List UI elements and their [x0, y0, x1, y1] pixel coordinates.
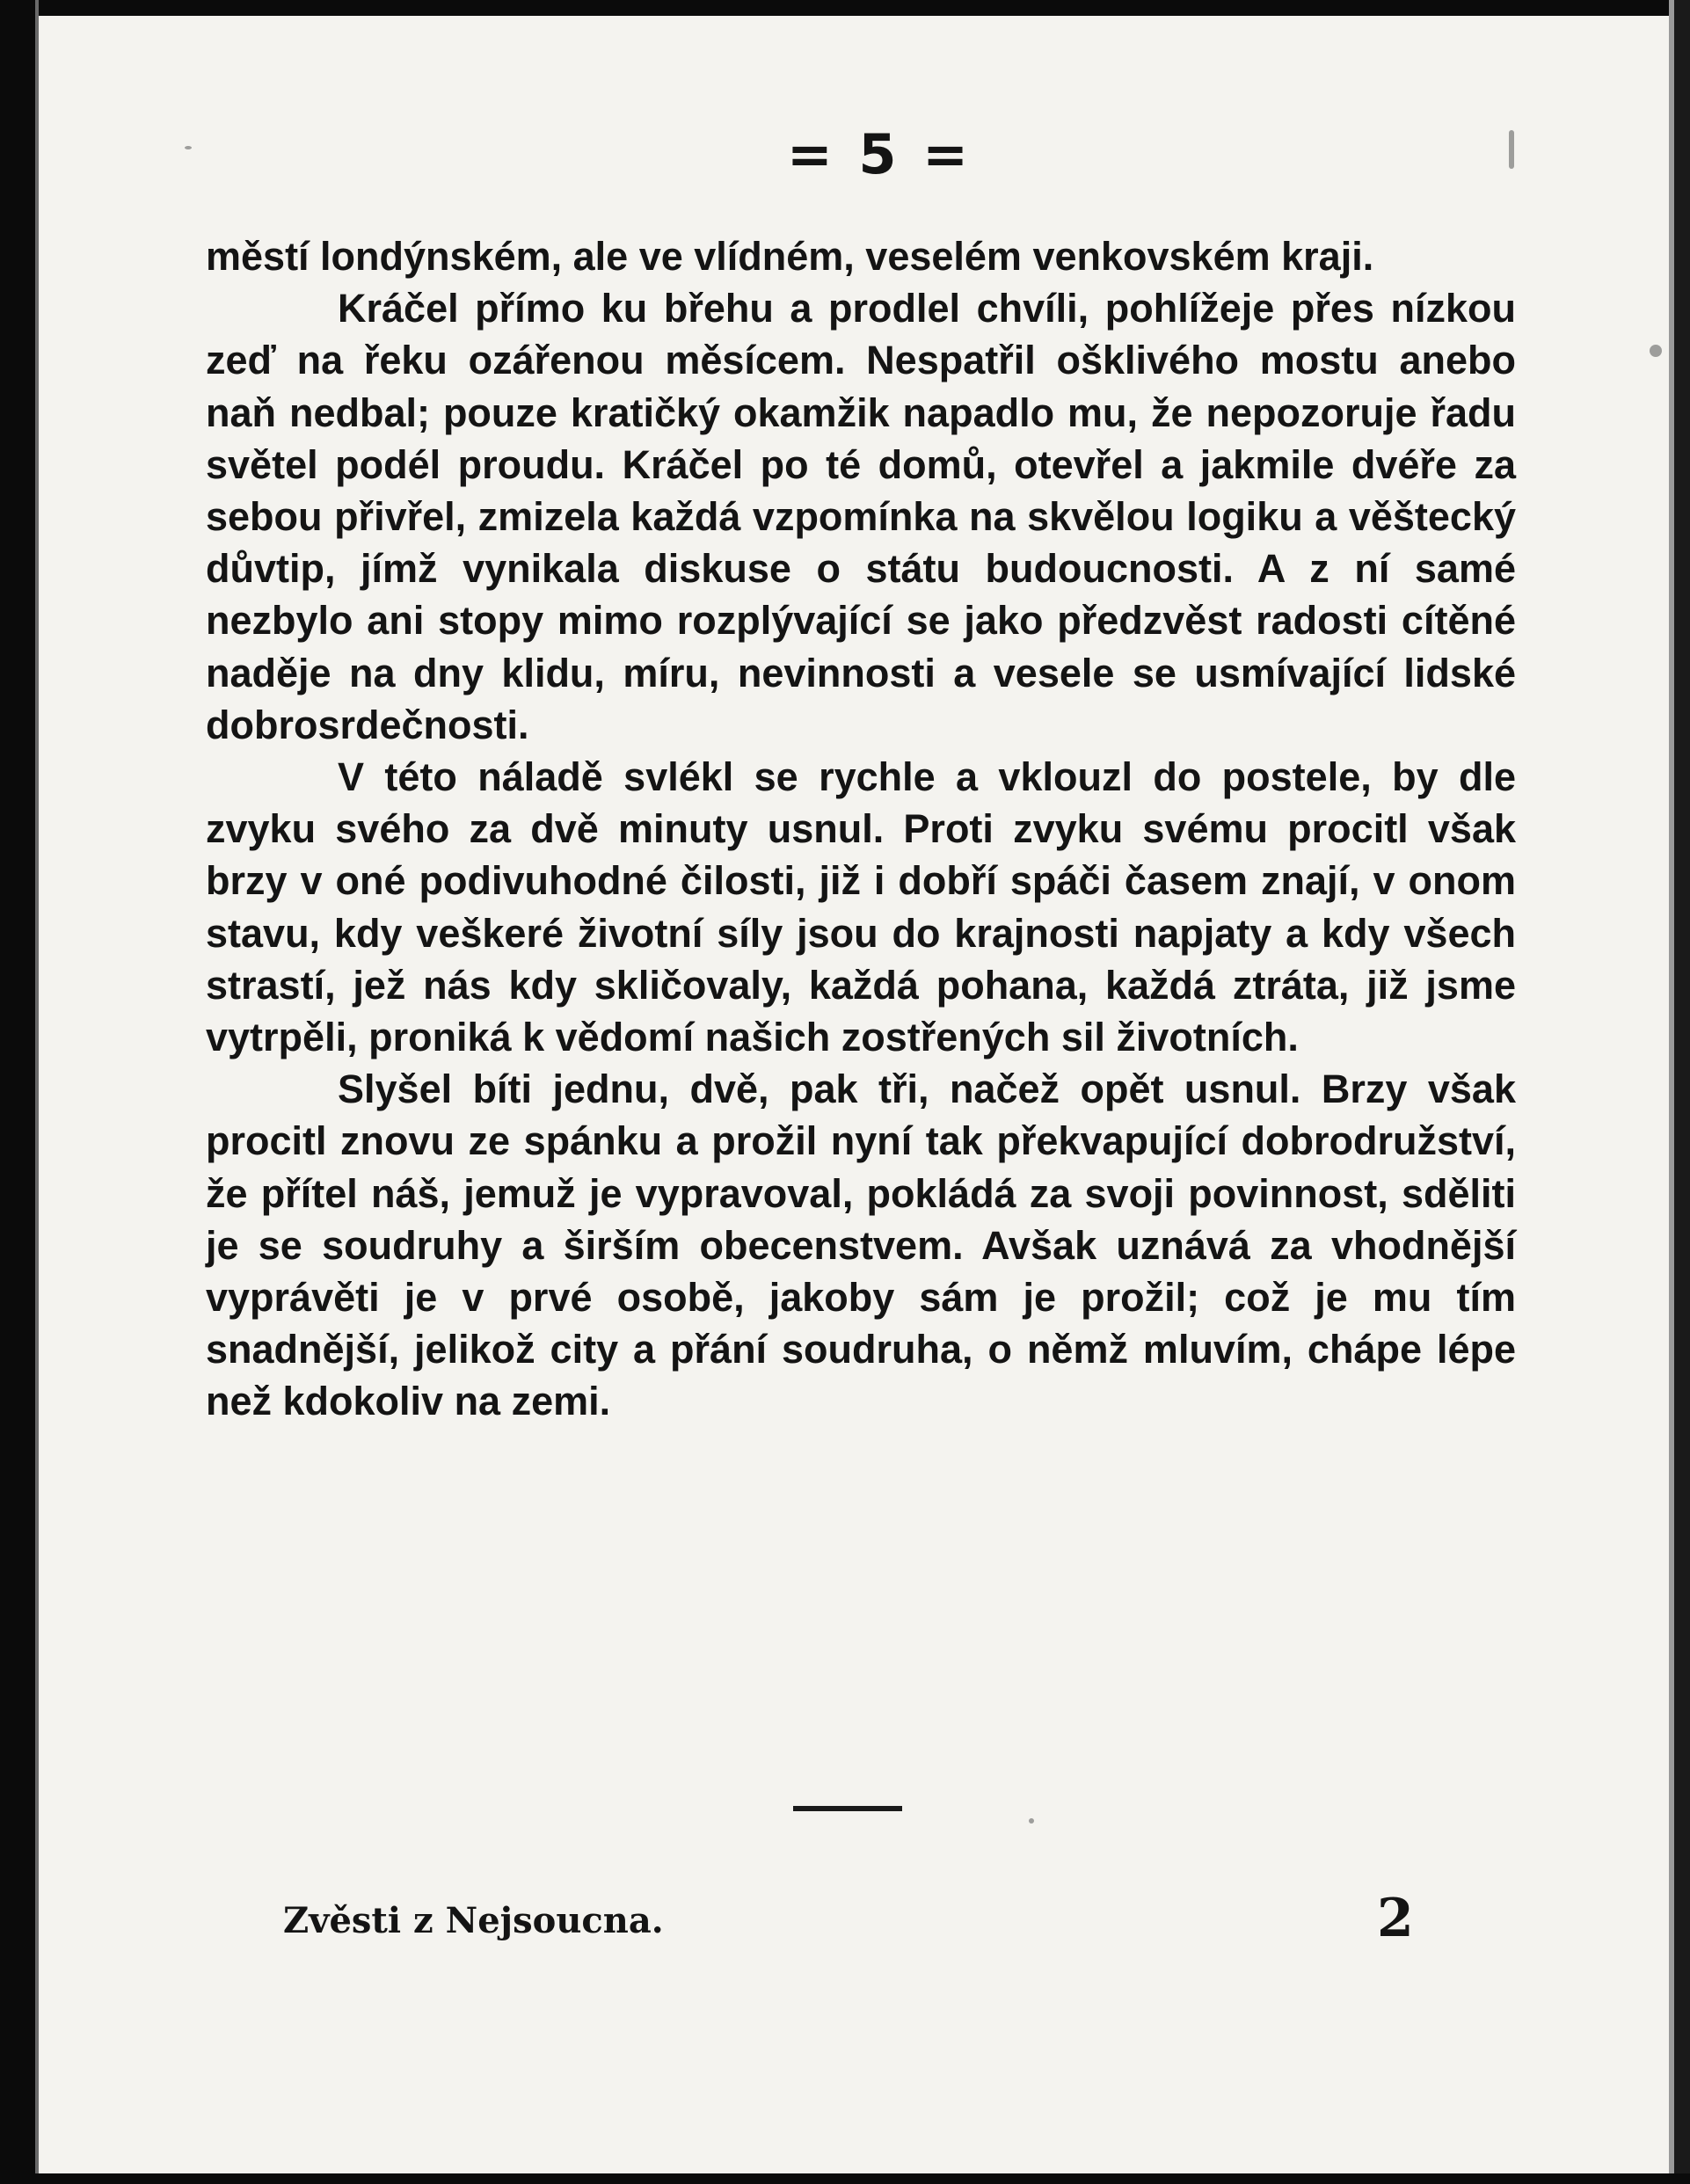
end-rule [793, 1806, 902, 1811]
paragraph-1: městí londýnském, ale ve vlídném, veselém venkovském kraji. [206, 234, 1374, 279]
scan-border-left-edge [35, 0, 39, 2184]
paper-speck [185, 146, 192, 149]
paper-speck [1029, 1818, 1034, 1824]
scan-border-right-edge [1669, 0, 1674, 2184]
footer-book-title: Zvěsti z Nejsoucna. [283, 1900, 664, 1941]
body-text [206, 230, 1516, 1428]
scan-border-bottom [0, 2173, 1690, 2184]
paragraph-2: Kráčel přímo ku břehu a prodlel chvíli, pohlížeje přes nízkou zeď na řeku ozářenou měsícem. Nespatřil ošklivého mostu anebo naň nedbal; pouze kratičký okamžik napadlo mu, že nepozoruje řadu světel podél proudu. Kráčel po té domů, otevřel a jakmile dvéře za sebou přivřel, zmizela každá vzpomínka na skvělou logiku a věštecký důvtip, jímž vynikala diskuse o státu budoucnosti. A z ní samé nezbylo ani stopy mimo rozplývající se jako předzvěst radosti cítěné naděje na dny klidu, míru, nevinnosti a vesele se usmívající lidské dobrosrdečnosti. [206, 286, 1516, 747]
paragraph-4: Slyšel bíti jednu, dvě, pak tři, načež opět usnul. Brzy však procitl znovu ze spánku a prožil nyní tak překvapující dobrodružství, že přítel náš, jemuž je vypravoval, pokládá za svoji povinnost, sděliti je se soudruhy a širším obecenstvem. Avšak uznává za vhodnější vyprávěti je v prvé osobě, jakoby sám je prožil; což je mu tím snadnější, jelikož city a přání soudruha, o němž mluvím, chápe lépe než kdokoliv na zemi. [206, 1067, 1516, 1424]
scan-border-top [0, 0, 1690, 16]
printer-signature-mark: 2 [1377, 1888, 1414, 1949]
paper-speck [1509, 130, 1514, 169]
scan-border-left [0, 0, 35, 2184]
scan-border-right [1674, 0, 1690, 2184]
paragraph-3: V této náladě svlékl se rychle a vklouzl do postele, by dle zvyku svého za dvě minuty usnul. Proti zvyku svému procitl však brzy v oné podivuhodné čilosti, již i dobří spáči časem znají, v onom stavu, kdy veškeré životní síly jsou do krajnosti napjaty a kdy všech strastí, jež nás kdy skličovaly, každá pohana, každá ztráta, již jsme vytrpěli, proniká k vědomí našich zostřených sil životních. [206, 754, 1516, 1060]
page-number: = 5 = [786, 122, 972, 186]
paper-speck [1650, 345, 1662, 357]
